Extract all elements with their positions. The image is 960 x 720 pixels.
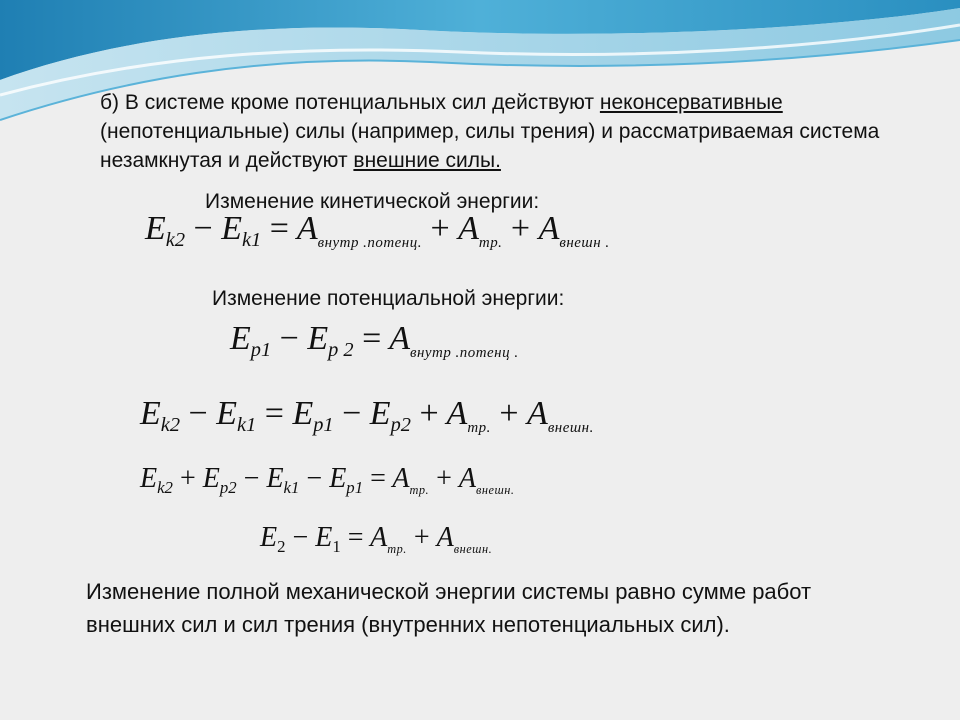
heading-kinetic-energy: Изменение кинетической энергии: — [205, 190, 540, 213]
conclusion-paragraph: Изменение полной механической энергии системы равно сумме работ внешних сил и сил трения (внутренних непотенциальных сил). — [86, 579, 812, 637]
formula-potential-change: $E_{p1} - E_{p 2} = A_{внутр .потенц .}$ — [230, 320, 519, 362]
formula-kinetic-change: $E_{k2} - E_{k1} = A_{внутр .потенц.} + A_{тр.} + A_{внешн .}$ — [145, 210, 610, 252]
heading-potential-energy: Изменение потенциальной энергии: — [212, 287, 565, 310]
underlined-term-external-forces: внешние силы. — [353, 149, 501, 172]
intro-paragraph: б) В системе кроме потенциальных сил действуют неконсервативные (непотенциальные) силы (например, силы трения) и рассматриваемая система незамкнутая и действуют внешние силы. — [100, 91, 880, 172]
underlined-term-nonconservative: неконсервативные — [599, 91, 783, 114]
formula-rearranged: $E_{k2} + E_{p2} - E_{k1} - E_{p1} = A_{тр.} + A_{внешн.}$ — [140, 463, 515, 497]
formula-combined: $E_{k2} - E_{k1} = E_{p1} - E_{p2} + A_{тр.} + A_{внешн.}$ — [140, 395, 594, 437]
formula-total-energy: $E_2 - E_1 = A_{тр.} + A_{внешн.}$ — [260, 522, 493, 556]
